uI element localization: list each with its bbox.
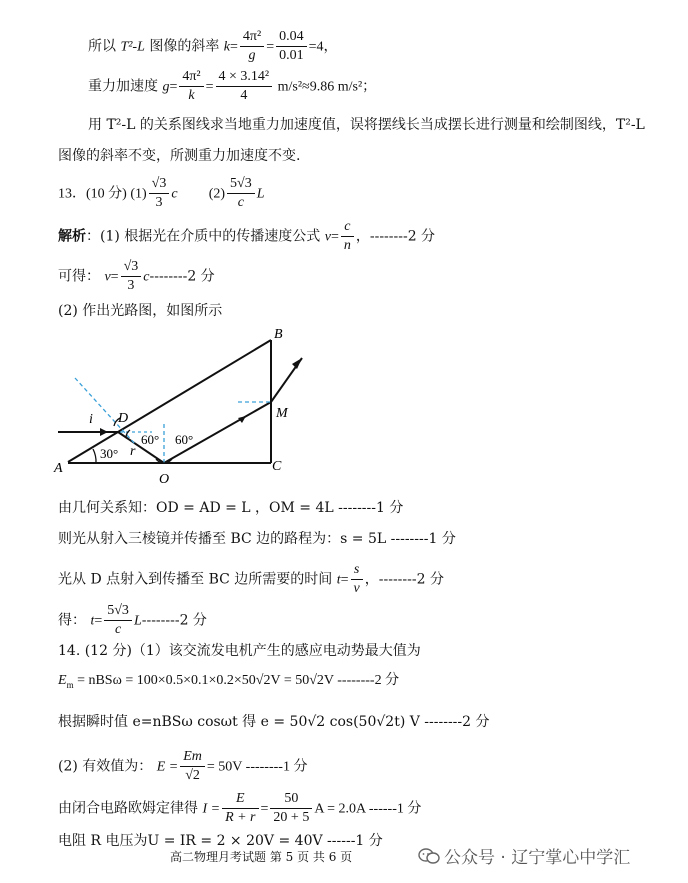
- label-M: M: [276, 406, 288, 421]
- watermark: [418, 843, 630, 868]
- t2l-text: T²-L: [120, 39, 145, 55]
- optics-diagram: [40, 322, 320, 492]
- score: ，--------2 分: [364, 571, 444, 588]
- fraction: $\frac{\text{4π²}}{k}$: [179, 68, 203, 105]
- angle-O2-label: 60°: [175, 432, 194, 447]
- fraction: $\frac{\text{4 × 3.14²}}{4}$: [216, 68, 273, 105]
- part-label: (2): [208, 186, 226, 202]
- score: ，--------2 分: [355, 228, 436, 245]
- q13-head: 13．(10 分) (1): [58, 186, 147, 202]
- fraction: $\frac{50}{20 + 5}$: [270, 790, 312, 827]
- score: --------2 分: [141, 612, 207, 629]
- text: 可得：: [58, 268, 100, 285]
- E-symbol: E: [58, 673, 67, 688]
- analysis-label: 解析: [58, 228, 86, 245]
- geometry-line: 由几何关系知：OD = AD = L ，OM = 4L --------1 分: [58, 500, 404, 516]
- q13-answer: [58, 175, 265, 212]
- ohm-line: 由闭合电路欧姆定律得 I = $\frac{E}{R + r}$ = $\frac{50}{20 + 5}$ A = 2.0A ------1 分: [58, 791, 422, 825]
- g-symbol: g: [162, 79, 170, 95]
- result: =4，: [308, 39, 338, 55]
- E-symbol: E =: [156, 759, 179, 775]
- paragraph-line: 用 T²-L 的关系图线求当地重力加速度值，误将摆线长当成摆长进行测量和绘制图线，T²-L: [88, 117, 645, 133]
- result: A = 2.0A ------1 分: [314, 801, 422, 817]
- label-O: O: [159, 472, 170, 487]
- fraction: $\frac{0.04}{0.01}$: [276, 28, 307, 65]
- subscript: m: [66, 679, 74, 690]
- angle-A-label: 30°: [100, 446, 119, 461]
- slope-line: 所以 T²-L 图像的斜率 k= $\frac{\text{4π²}}{g}$ = $\frac{0.04}{0.01}$ =4，: [88, 29, 338, 63]
- fraction: $\frac{5√3}{c}$: [104, 602, 132, 639]
- effective-line: [58, 748, 307, 785]
- label-r: r: [130, 444, 136, 459]
- fraction: $\frac{E}{R + r}$: [222, 790, 258, 827]
- fraction: $\frac{Em}{√2}$: [180, 748, 205, 785]
- final-t-line: 得： t= $\frac{5√3}{c}$ L--------2 分: [58, 603, 207, 637]
- text: 所以: [88, 38, 116, 55]
- text: (2) 有效值为：: [58, 758, 153, 775]
- wechat-icon: [418, 848, 440, 864]
- label-A: A: [54, 461, 63, 476]
- t-symbol: t: [90, 613, 95, 629]
- text: ：(1) 根据光在介质中的传播速度公式: [86, 228, 321, 245]
- text: 由闭合电路欧姆定律得: [58, 800, 198, 817]
- equation: = nBSω = 100×0.5×0.1×0.2×50√2V = 50√2V --------2 分: [73, 673, 400, 688]
- L-symbol: L: [133, 613, 142, 629]
- label-C: C: [272, 459, 282, 474]
- fraction: $\frac{√3}{3}$: [149, 175, 170, 212]
- paragraph-line: 图像的斜率不变，所测重力加速度不变.: [58, 148, 301, 164]
- fraction: $\frac{5√3}{c}$: [227, 175, 255, 212]
- fraction: $\frac{s}{v}$: [351, 561, 363, 598]
- watermark-text: 公众号 · 辽宁掌心中学汇: [444, 848, 631, 868]
- result: = 50V --------1 分: [206, 759, 308, 775]
- em-line: [58, 669, 399, 690]
- score: --------2 分: [149, 268, 215, 285]
- I-symbol: I =: [202, 801, 221, 817]
- v-symbol: v: [104, 269, 111, 285]
- fraction: $\frac{√3}{3}$: [121, 258, 142, 295]
- part2-line: (2) 作出光路图，如图所示: [58, 303, 223, 319]
- time-line: 光从 D 点射入到传播至 BC 边所需要的时间 t= $\frac{s}{v}$ ，--------2 分: [58, 562, 444, 596]
- angle-O1-label: 60°: [141, 432, 160, 447]
- c-symbol: c: [171, 186, 178, 202]
- label-i: i: [89, 412, 93, 427]
- k-symbol: k: [223, 39, 231, 55]
- result: m/s²≈9.86 m/s²；: [274, 79, 377, 95]
- page-footer: 高二物理月考试题 第 5 页 共 6 页: [170, 850, 353, 864]
- text: 光从 D 点射入到传播至 BC 边所需要的时间: [58, 571, 333, 588]
- text: 图像的斜率: [149, 38, 220, 55]
- analysis-line: 解析：(1) 根据光在介质中的传播速度公式 v= $\frac{c}{n}$ ，--------2 分: [58, 219, 436, 253]
- fraction: $\frac{\text{4π²}}{g}$: [240, 28, 264, 65]
- path-line: 则光从射入三棱镜并传播至 BC 边的路程为：s = 5L --------1 分: [58, 531, 456, 547]
- result-line: 可得： v= $\frac{√3}{3}$ c--------2 分: [58, 259, 215, 293]
- v-symbol: v: [324, 229, 331, 245]
- gravity-line: 重力加速度 g= $\frac{\text{4π²}}{k}$ = $\frac{\text{4 × 3.14²}}{4}$ m/s²≈9.86 m/s²；: [88, 69, 377, 103]
- c-symbol: c: [143, 269, 150, 285]
- label-D: D: [118, 411, 129, 426]
- q14-head: 14. (12 分)（1）该交流发电机产生的感应电动势最大值为: [58, 643, 421, 659]
- L-symbol: L: [256, 186, 265, 202]
- label-B: B: [274, 327, 283, 342]
- ur-line: 电阻 R 电压为U = IR = 2 × 20V = 40V ------1 分: [58, 833, 383, 849]
- text: 重力加速度: [88, 78, 158, 95]
- instant-line: 根据瞬时值 e=nBSω cosωt 得 e = 50√2 cos(50√2t) V --------2 分: [58, 714, 490, 730]
- t-symbol: t: [336, 572, 341, 588]
- text: 得：: [58, 612, 86, 629]
- fraction: $\frac{c}{n}$: [341, 218, 354, 255]
